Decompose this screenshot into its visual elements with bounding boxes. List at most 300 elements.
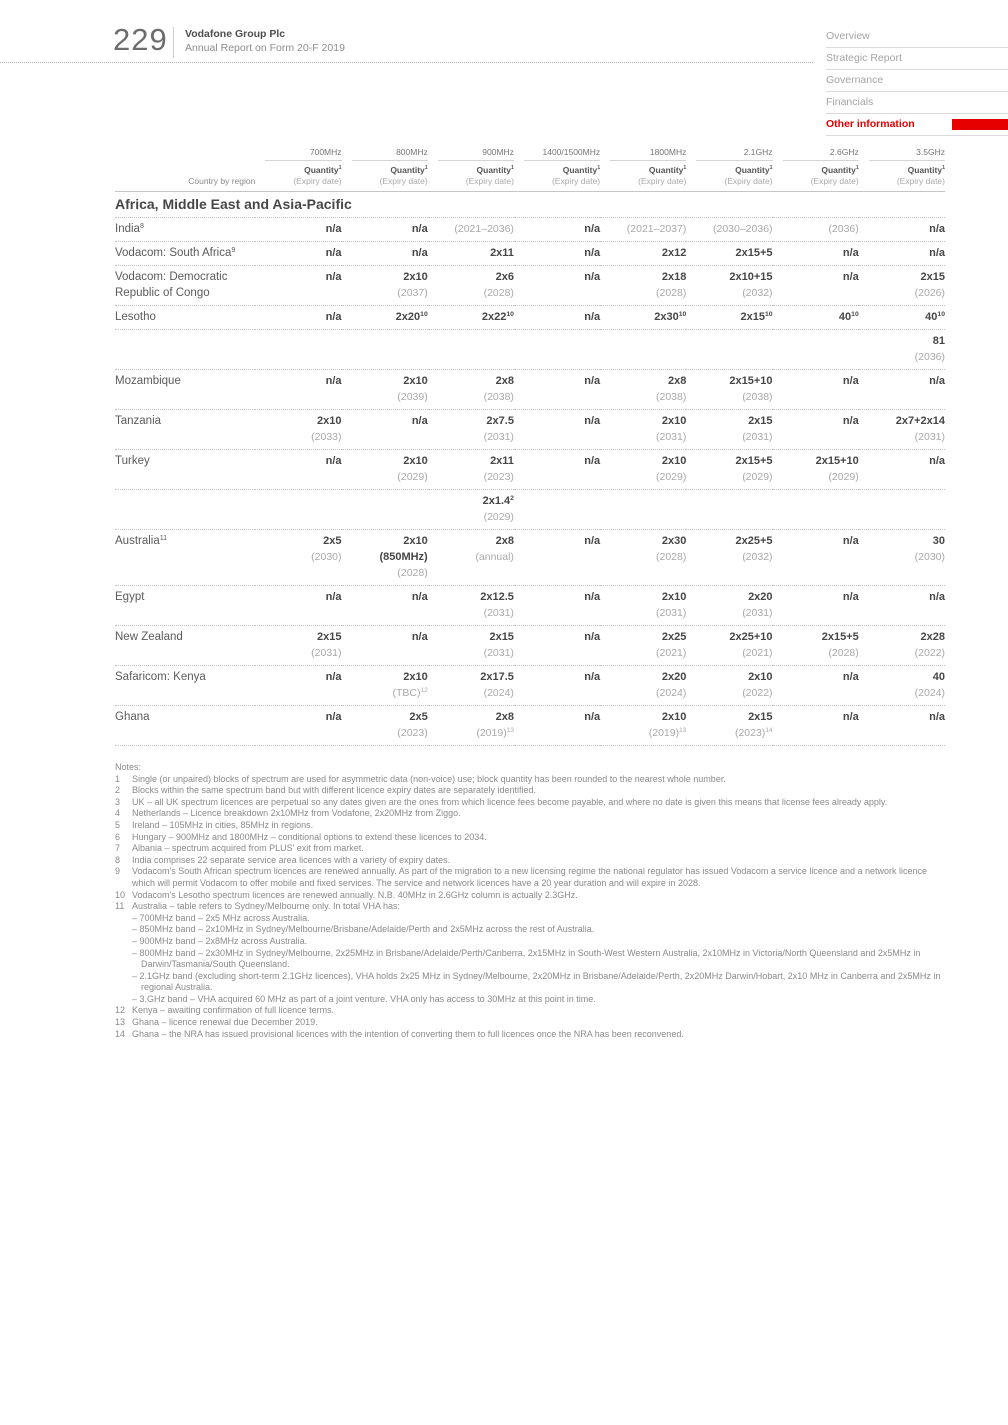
nav-item-governance[interactable] xyxy=(826,70,1008,92)
quantity-value: 2x18 xyxy=(661,271,687,283)
frequency-label: 1800MHz xyxy=(610,147,686,161)
country-name-cell xyxy=(115,530,255,586)
note-item xyxy=(115,1029,945,1041)
quantity-column-header xyxy=(428,161,514,192)
table-cell xyxy=(600,530,686,586)
frequency-column-header xyxy=(255,147,341,161)
note-sub-item: – 850MHz band – 2x10MHz in Sydney/Melbourne/Brisbane/Adelaide/Perth and 2x5MHz across the rest of Australia. xyxy=(132,924,595,935)
table-cell xyxy=(428,706,514,746)
expiry-date: (2031) xyxy=(483,431,514,443)
note-sub-item: – 800MHz band – 2x30MHz in Sydney/Melbourne, 2x25MHz in Brisbane/Adelaide/Perth/Canberra, 2x15MHz in South-West Western Australia, 2x10MHz in Victoria/North Queensland and 2x5MHz in Darwin/Tasmania/South Queensland. xyxy=(132,947,921,970)
quantity-value: n/a xyxy=(584,415,601,427)
table-cell xyxy=(342,410,428,450)
table-cell xyxy=(514,330,600,370)
expiry-date: (2031) xyxy=(914,431,945,443)
quantity-value: n/a xyxy=(411,591,428,603)
note-item xyxy=(115,890,945,902)
quantity-value: 2x30 xyxy=(661,535,687,547)
country-name-cell xyxy=(115,490,255,530)
expiry-date: (2038) xyxy=(655,391,687,403)
nav-item-overview[interactable] xyxy=(826,26,1008,48)
expiry-date: (2037) xyxy=(397,287,428,299)
country-name: Ghana xyxy=(115,711,150,723)
table-cell xyxy=(859,530,945,586)
nav-item-label: Overview xyxy=(826,30,870,42)
note-text: Albania – spectrum acquired from PLUS' exit from market. xyxy=(132,843,364,854)
table-cell xyxy=(255,490,341,530)
company-name: Vodafone Group Plc xyxy=(185,28,286,40)
expiry-date: (2032) xyxy=(742,287,773,299)
quantity-label: Quantity$^1$ xyxy=(562,165,601,175)
note-text: Single (or unpaired) blocks of spectrum are used for asymmetric data (non-voice) use; block quantity has been rounded to the nearest whole number. xyxy=(132,773,726,784)
table-cell xyxy=(514,530,600,586)
table-row xyxy=(115,586,945,626)
frequency-label: 700MHz xyxy=(265,147,341,161)
quantity-value: n/a xyxy=(842,375,859,387)
expiry-date: (2029) xyxy=(655,471,687,483)
table-cell xyxy=(514,218,600,242)
expiry-date: $(2023)^{14}$ xyxy=(734,727,773,739)
note-item xyxy=(115,1017,945,1029)
quantity-value: (850MHz) xyxy=(379,551,428,563)
country-name-cell xyxy=(115,306,255,330)
quantity-value: 2x10 xyxy=(403,375,428,387)
table-cell xyxy=(600,242,686,266)
table-cell xyxy=(773,626,859,666)
table-row xyxy=(115,218,945,242)
nav-item-financials[interactable] xyxy=(826,92,1008,114)
table-cell xyxy=(773,306,859,330)
expiry-date: (2022) xyxy=(742,687,773,699)
quantity-value: n/a xyxy=(842,535,859,547)
table-cell xyxy=(428,370,514,410)
nav-item-label: Other information xyxy=(826,118,915,130)
table-cell xyxy=(428,530,514,586)
quantity-label: Quantity$^1$ xyxy=(390,165,428,175)
table-cell xyxy=(859,330,945,370)
country-name-cell xyxy=(115,706,255,746)
table-cell xyxy=(600,370,686,410)
note-sub-item: – 3.GHz band – VHA acquired 60 MHz as part of a joint venture. VHA only has access to 30MHz at this point in time. xyxy=(132,993,596,1004)
quantity-value: n/a xyxy=(325,671,342,683)
table-row xyxy=(115,490,945,530)
quantity-value: 2x15+5 xyxy=(735,247,773,259)
footnote-reference: 1 xyxy=(597,165,601,171)
nav-item-strategic-report[interactable] xyxy=(826,48,1008,70)
quantity-label: Quantity$^1$ xyxy=(735,165,773,175)
table-cell xyxy=(859,242,945,266)
quantity-value: n/a xyxy=(325,247,342,259)
table-cell xyxy=(686,218,772,242)
table-cell xyxy=(686,410,772,450)
table-cell xyxy=(859,706,945,746)
notes-title: Notes: xyxy=(115,762,142,772)
table-cell xyxy=(514,306,600,330)
quantity-value: 2x10 xyxy=(661,455,687,467)
frequency-column-header xyxy=(342,147,428,161)
quantity-value: 2x25+5 xyxy=(735,535,773,547)
footnote-reference: 1 xyxy=(424,165,428,171)
table-cell xyxy=(600,330,686,370)
table-cell xyxy=(514,626,600,666)
footnote-reference: 12 xyxy=(420,687,428,694)
quantity-value: n/a xyxy=(411,247,428,259)
table-cell xyxy=(342,242,428,266)
table-cell xyxy=(859,266,945,306)
country-name-cell xyxy=(115,242,255,266)
quantity-value: n/a xyxy=(325,311,342,323)
expiry-date: (2031) xyxy=(311,647,342,659)
quantity-value: n/a xyxy=(584,311,601,323)
expiry-date: (2021) xyxy=(655,647,687,659)
quantity-column-header xyxy=(773,161,859,192)
quantity-value: 2x17.5 xyxy=(480,671,514,683)
quantity-value: 2x8 xyxy=(495,375,514,387)
expiry-date: (2036) xyxy=(828,223,859,235)
region-section-header: Africa, Middle East and Asia-Pacific xyxy=(115,192,945,218)
note-number: 1 xyxy=(115,773,121,784)
quantity-value: 2x7.5 xyxy=(486,415,514,427)
quantity-value: n/a xyxy=(929,455,945,467)
expiry-label: (Expiry date) xyxy=(724,176,773,186)
country-name-cell xyxy=(115,626,255,666)
quantity-label: Quantity$^1$ xyxy=(304,165,342,175)
quantity-value: n/a xyxy=(584,711,601,723)
quantity-value: n/a xyxy=(325,455,342,467)
table-cell xyxy=(342,450,428,490)
table-cell xyxy=(428,330,514,370)
expiry-date: (2029) xyxy=(397,471,428,483)
quantity-value: 2x15 xyxy=(748,711,773,723)
table-cell xyxy=(428,666,514,706)
quantity-label: Quantity$^1$ xyxy=(907,165,945,175)
quantity-value: $2x15^{10}$ xyxy=(740,311,773,323)
table-cell xyxy=(686,266,772,306)
table-cell xyxy=(342,666,428,706)
table-cell xyxy=(686,530,772,586)
country-name: India$^8$ xyxy=(115,222,144,235)
note-number: 3 xyxy=(115,796,121,807)
table-body xyxy=(115,192,945,746)
quantity-value: $2x22^{10}$ xyxy=(481,311,514,323)
table-cell xyxy=(686,586,772,626)
quantity-value: n/a xyxy=(411,415,428,427)
expiry-date: (2024) xyxy=(914,687,945,699)
note-sub-item: – 900MHz band – 2x8MHz across Australia. xyxy=(132,935,308,946)
table-cell xyxy=(342,330,428,370)
nav-item-label: Financials xyxy=(826,96,874,108)
frequency-column-header xyxy=(514,147,600,161)
table-cell xyxy=(686,490,772,530)
page-number: 229 xyxy=(113,22,168,57)
quantity-value: 2x15 xyxy=(920,271,945,283)
expiry-date: (TBC)$^{12}$ xyxy=(392,687,428,699)
report-title: Annual Report on Form 20-F 2019 xyxy=(185,42,345,54)
expiry-date: (2028) xyxy=(655,287,687,299)
active-section-marker xyxy=(952,119,1008,130)
quantity-value: 2x15+5 xyxy=(821,631,859,643)
expiry-date: (2023) xyxy=(397,727,428,739)
quantity-value: 2x5 xyxy=(323,535,342,547)
country-name-cell xyxy=(115,330,255,370)
note-number: 6 xyxy=(115,831,121,842)
footnote-reference: 1 xyxy=(942,165,945,171)
table-cell xyxy=(255,370,341,410)
table-cell xyxy=(600,706,686,746)
expiry-label: (Expiry date) xyxy=(293,176,342,186)
note-text: Netherlands – Licence breakdown 2x10MHz from Vodafone, 2x20MHz from Ziggo. xyxy=(132,808,461,819)
quantity-value: n/a xyxy=(929,223,945,235)
table-cell xyxy=(773,266,859,306)
quantity-value: n/a xyxy=(929,247,945,259)
note-item xyxy=(115,774,945,786)
expiry-date: (2039) xyxy=(397,391,428,403)
table-cell xyxy=(859,626,945,666)
document-info xyxy=(185,28,345,54)
quantity-value: 2x10 xyxy=(661,415,687,427)
expiry-date: (2030) xyxy=(914,551,945,563)
footnote-reference: 1 xyxy=(769,165,773,171)
country-column-header: Country by region xyxy=(115,161,255,192)
expiry-label: (Expiry date) xyxy=(551,176,601,186)
note-number: 2 xyxy=(115,785,121,796)
table-cell xyxy=(859,586,945,626)
expiry-date: $(2019)^{13}$ xyxy=(476,727,514,739)
table-cell xyxy=(428,410,514,450)
quantity-value: $2x30^{10}$ xyxy=(654,311,687,323)
footnote-reference: 10 xyxy=(937,311,945,318)
quantity-value: n/a xyxy=(325,591,342,603)
table-row xyxy=(115,370,945,410)
table-cell xyxy=(428,450,514,490)
quantity-value: 2x15 xyxy=(489,631,514,643)
table-cell xyxy=(773,530,859,586)
quantity-value: $2x1.4^2$ xyxy=(482,495,514,507)
quantity-value: 2x25+10 xyxy=(729,631,773,643)
table-cell xyxy=(600,266,686,306)
country-name: Tanzania xyxy=(115,415,162,427)
notes-section xyxy=(115,762,945,1040)
nav-item-other-information[interactable] xyxy=(826,114,1008,136)
quantity-value: n/a xyxy=(584,271,601,283)
note-text: India comprises 22 separate service area licences with a variety of expiry dates. xyxy=(132,854,451,865)
table-cell xyxy=(686,706,772,746)
quantity-value: $40^{10}$ xyxy=(838,311,859,323)
country-name: Lesotho xyxy=(115,311,156,323)
quantity-value: 2x15 xyxy=(748,415,773,427)
note-item xyxy=(115,785,945,797)
expiry-date: (2031) xyxy=(655,431,687,443)
table-cell xyxy=(773,370,859,410)
quantity-value: 2x15 xyxy=(317,631,342,643)
country-name-cell xyxy=(115,218,255,242)
quantity-value: n/a xyxy=(584,375,601,387)
table-cell xyxy=(686,330,772,370)
note-text: Kenya – awaiting confirmation of full licence terms. xyxy=(132,1005,335,1016)
empty-header-cell xyxy=(115,147,255,161)
table-cell xyxy=(859,450,945,490)
table-cell xyxy=(600,586,686,626)
note-text: Ireland – 105MHz in cities, 85MHz in regions. xyxy=(132,819,314,830)
table-cell xyxy=(773,450,859,490)
note-number: 7 xyxy=(115,843,121,854)
table-cell xyxy=(255,666,341,706)
table-cell xyxy=(686,306,772,330)
expiry-date: (2030) xyxy=(311,551,342,563)
expiry-label: (Expiry date) xyxy=(379,176,428,186)
quantity-value: n/a xyxy=(325,271,342,283)
quantity-value: n/a xyxy=(584,247,601,259)
quantity-value: 40 xyxy=(932,671,945,683)
quantity-value: 2x10 xyxy=(403,535,428,547)
quantity-value: 2x20 xyxy=(661,671,687,683)
table-cell xyxy=(342,266,428,306)
table-cell xyxy=(255,266,341,306)
table-cell xyxy=(773,218,859,242)
quantity-value: 2x10 xyxy=(748,671,773,683)
note-item xyxy=(115,1005,945,1017)
country-name: Republic of Congo xyxy=(115,287,210,299)
table-cell xyxy=(255,410,341,450)
expiry-date: (2038) xyxy=(742,391,773,403)
expiry-date: (annual) xyxy=(475,551,514,563)
region-section-row xyxy=(115,192,945,218)
note-number: 4 xyxy=(115,808,121,819)
footnote-reference: 1 xyxy=(338,165,342,171)
table-cell xyxy=(514,490,600,530)
expiry-label: (Expiry date) xyxy=(810,176,859,186)
note-number: 13 xyxy=(115,1017,126,1028)
expiry-date: (2033) xyxy=(311,431,342,443)
frequency-label: 1400/1500MHz xyxy=(524,147,600,161)
expiry-date: (2028) xyxy=(828,647,859,659)
footnote-reference: 9 xyxy=(231,246,236,254)
table-cell xyxy=(686,666,772,706)
note-item xyxy=(115,901,945,1005)
expiry-date: $(2019)^{13}$ xyxy=(648,727,687,739)
quantity-column-header xyxy=(600,161,686,192)
quantity-header-row xyxy=(115,161,945,192)
quantity-label: Quantity$^1$ xyxy=(821,165,859,175)
note-number: 11 xyxy=(115,901,125,912)
table-cell xyxy=(255,530,341,586)
quantity-value: n/a xyxy=(842,591,859,603)
table-cell xyxy=(600,410,686,450)
frequency-label: 900MHz xyxy=(438,147,514,161)
note-sub-item: – 700MHz band – 2x5 MHz across Australia. xyxy=(132,912,310,923)
note-text: Vodacom's Lesotho spectrum licences are renewed annually. N.B. 40MHz in 2.6GHz column is actually 2.3GHz. xyxy=(132,889,578,900)
section-nav xyxy=(826,26,1008,136)
table-cell xyxy=(342,490,428,530)
footnote-reference: 10 xyxy=(420,311,428,318)
quantity-value: 81 xyxy=(932,335,945,347)
expiry-date: (2023) xyxy=(483,471,514,483)
footnote-reference: 13 xyxy=(679,727,687,734)
expiry-date: (2028) xyxy=(397,567,428,579)
country-name-cell xyxy=(115,370,255,410)
expiry-date: (2021–2037) xyxy=(626,223,687,235)
note-number: 8 xyxy=(115,854,121,865)
quantity-label: Quantity$^1$ xyxy=(476,165,514,175)
quantity-column-header xyxy=(342,161,428,192)
note-number: 9 xyxy=(115,866,121,877)
quantity-value: 2x11 xyxy=(490,247,514,259)
table-cell xyxy=(428,218,514,242)
table-cell xyxy=(428,266,514,306)
table-row xyxy=(115,266,945,306)
table-cell xyxy=(514,242,600,266)
table-cell xyxy=(859,410,945,450)
quantity-value: n/a xyxy=(411,631,428,643)
quantity-value: n/a xyxy=(842,671,859,683)
footnote-reference: 10 xyxy=(506,311,514,318)
expiry-date: (2026) xyxy=(914,287,945,299)
quantity-value: $2x20^{10}$ xyxy=(395,311,428,323)
quantity-value: n/a xyxy=(584,671,601,683)
table-cell xyxy=(686,370,772,410)
quantity-value: n/a xyxy=(584,535,601,547)
table-row xyxy=(115,666,945,706)
table-row xyxy=(115,530,945,586)
country-name-cell xyxy=(115,266,255,306)
table-cell xyxy=(514,450,600,490)
footnote-reference: 14 xyxy=(765,727,773,734)
frequency-column-header xyxy=(773,147,859,161)
table-header xyxy=(115,147,945,192)
table-cell xyxy=(514,706,600,746)
expiry-date: (2030–2036) xyxy=(712,223,773,235)
quantity-value: n/a xyxy=(929,375,945,387)
nav-item-label: Strategic Report xyxy=(826,52,902,64)
table-cell xyxy=(342,530,428,586)
table-cell xyxy=(600,218,686,242)
footnote-reference: 1 xyxy=(683,165,687,171)
quantity-value: n/a xyxy=(584,223,601,235)
table-cell xyxy=(600,490,686,530)
table-cell xyxy=(773,242,859,266)
note-item xyxy=(115,797,945,809)
quantity-value: n/a xyxy=(325,711,342,723)
table-cell xyxy=(342,706,428,746)
country-name-cell xyxy=(115,586,255,626)
frequency-column-header xyxy=(686,147,772,161)
quantity-value: n/a xyxy=(584,631,601,643)
quantity-value: 2x7+2x14 xyxy=(895,415,945,427)
quantity-value: n/a xyxy=(842,271,859,283)
quantity-column-header xyxy=(686,161,772,192)
expiry-date: (2029) xyxy=(742,471,773,483)
quantity-column-header xyxy=(514,161,600,192)
quantity-value: n/a xyxy=(842,415,859,427)
table-row xyxy=(115,706,945,746)
table-cell xyxy=(255,706,341,746)
note-item xyxy=(115,820,945,832)
country-name: Vodacom: Democratic xyxy=(115,271,228,283)
quantity-value: 2x8 xyxy=(667,375,687,387)
notes-list xyxy=(115,774,945,1041)
footnote-reference: 1 xyxy=(855,165,859,171)
note-item xyxy=(115,832,945,844)
expiry-date: (2029) xyxy=(483,511,514,523)
country-name: Australia$^{11}$ xyxy=(115,534,168,547)
quantity-value: n/a xyxy=(842,711,859,723)
note-item xyxy=(115,843,945,855)
table-cell xyxy=(859,306,945,330)
frequency-column-header xyxy=(600,147,686,161)
table-cell xyxy=(600,666,686,706)
table-cell xyxy=(514,370,600,410)
note-text: Ghana – the NRA has issued provisional licences with the intention of converting them to full licences once the NRA has been reconvened. xyxy=(132,1028,684,1039)
